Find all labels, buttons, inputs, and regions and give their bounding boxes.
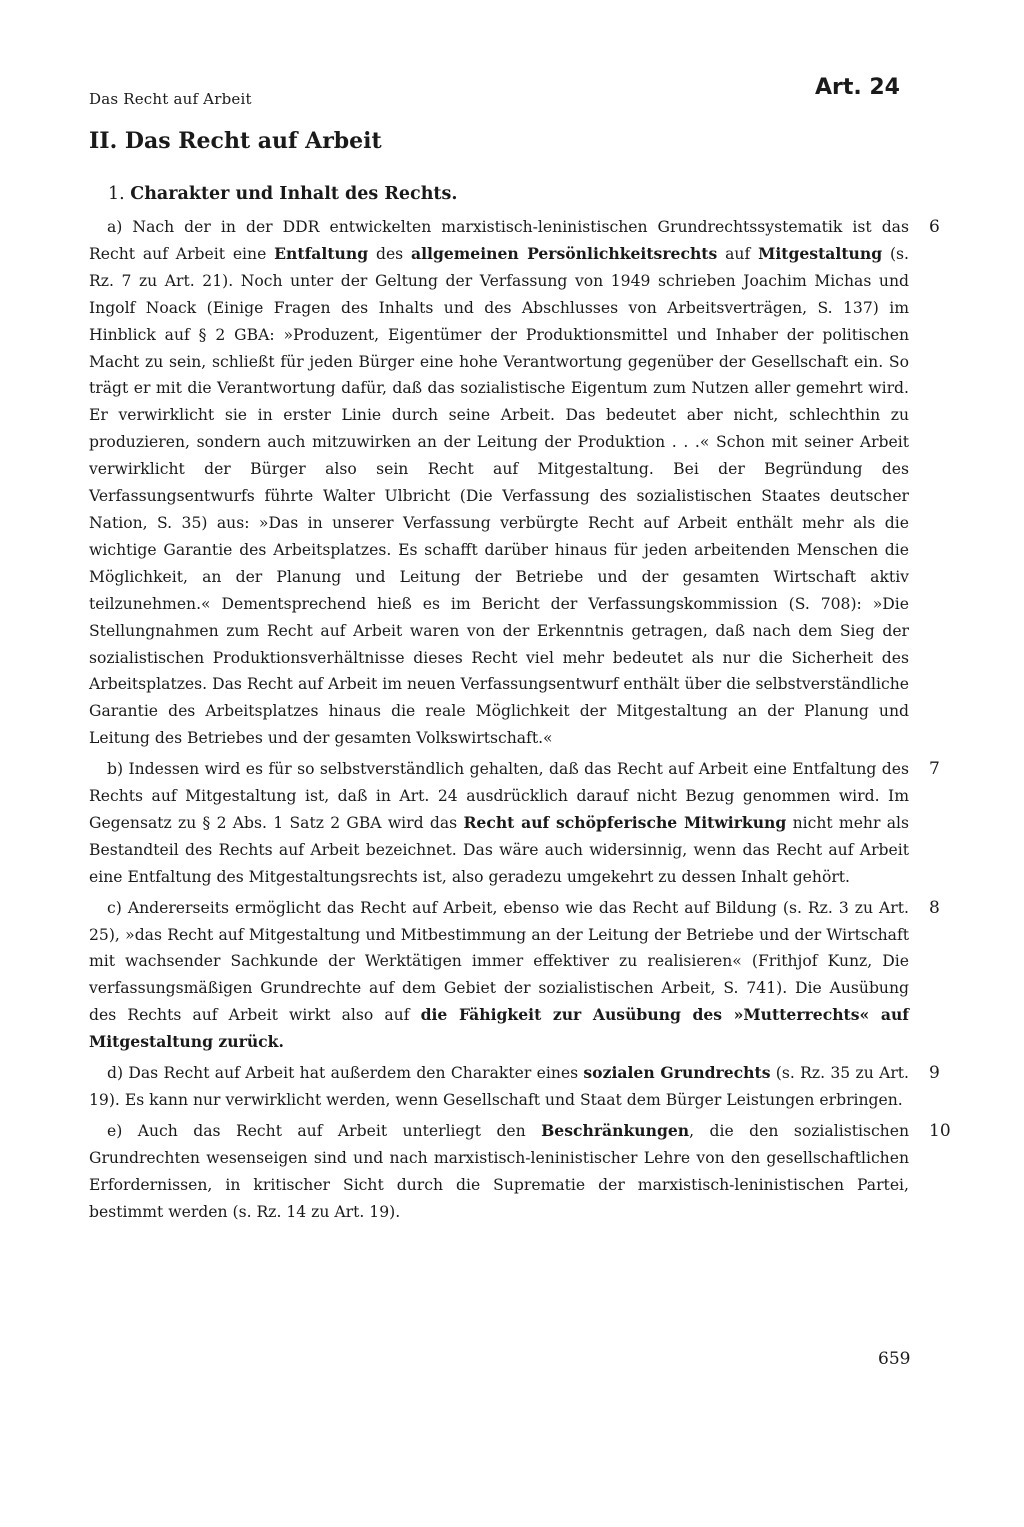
paragraph (89, 214, 940, 752)
margin-number: 7 (929, 759, 940, 780)
emphasis-text: Entfaltung (274, 243, 369, 263)
paragraph-text: d) Das Recht auf Arbeit hat außerdem den Charakter eines (107, 1064, 584, 1083)
paragraph-text: a) Nach der in der DDR entwickelten marxistisch-leninistischen Grundrechtssystematik ist das Recht auf Arbeit eine (89, 218, 909, 263)
emphasis-text: Recht auf schöpferische Mitwirkung (463, 812, 787, 832)
paragraph-text: nicht mehr als Bestandteil des Rechts auf Arbeit bezeichnet. Das wäre auch widersinnig, wenn das Recht auf Arbeit eine Entfaltung des Mitgestaltungsrechts ist, also geradezu umgekehrt zu dessen Inhalt gehört. (89, 813, 909, 886)
paragraph-text: des (368, 244, 412, 263)
page-number: 659 (878, 1349, 911, 1369)
running-head: Das Recht auf Arbeit (89, 90, 252, 108)
emphasis-text: sozialen Grundrechts (583, 1063, 771, 1083)
margin-number: 6 (929, 217, 940, 237)
margin-number: 8 (929, 897, 940, 918)
paragraph (89, 1060, 940, 1114)
paragraph-text: c) Andererseits ermöglicht das Recht auf Arbeit, ebenso wie das Recht auf Bildung (s. Rz. 3 zu Art. 25), »das Recht auf Mitgestaltung und Mitbestimmung an der Leitung der Betriebe und der Wirtschaft mit wachsender Sachkunde der Werktätigen immer effektiver zu realisieren« (Frithjof Kunz, Die verfassungsmäßigen Grundrechte auf dem Gebiet der sozialistischen Arbeit, S. 741). Die Ausübung des Rechts auf Arbeit wirkt also auf (89, 898, 909, 1025)
paragraph (89, 895, 940, 1056)
paragraph-text: auf (717, 244, 759, 263)
emphasis-text: allgemeinen Persönlichkeitsrechts (411, 243, 718, 263)
margin-number: 9 (929, 1063, 940, 1084)
paragraph-text: (s. Rz. 7 zu Art. 21). Noch unter der Geltung der Verfassung von 1949 schrieben Joachim Michas und Ingolf Noack (Einige Fragen des Inhalts und des Abschlusses von Arbeitsverträgen, S. 137) im Hinblick auf § 2 GBA: »Produzent, Eigentümer der Produktionsmittel und Inhaber der politischen Macht zu sein, schließt für jeden Bürger eine hohe Verantwortung gegenüber der Gesellschaft ein. So trägt er mit die Verantwortung dafür, daß das sozialistische Eigentum zum Nutzen aller gemehrt wird. Er verwirklicht sie in erster Linie durch seine Arbeit. Das bedeutet aber nicht, schlechthin zu produzieren, sondern auch mitzuwirken an der Leitung der Produktion . . .« Schon mit seiner Arbeit verwirklicht der Bürger also sein Recht auf Mitgestaltung. Bei der Begründung des Verfassungsentwurfs führte Walter Ulbricht (Die Verfassung des sozialistischen Staates deutscher Nation, S. 35) aus: »Das in unserer Verfassung verbürgte Recht auf Arbeit enthält mehr als die wichtige Garantie des Arbeitsplatzes. Es schafft darüber hinaus für jeden arbeitenden Menschen die Möglichkeit, an der Planung und Leitung der Betriebe und der gesamten Wirtschaft aktiv teilzunehmen.« Dementsprechend hieß es im Bericht der Verfassungskommission (S. 708): »Die Stellungnahmen zum Recht auf Arbeit waren von der Erkenntnis getragen, daß nach dem Sieg der sozialistischen Produktionsverhältnisse dieses Recht viel mehr bedeutet als nur die Sicherheit des Arbeitsplatzes. Das Recht auf Arbeit im neuen Verfassungsentwurf enthält über die selbstverständliche Garantie des Arbeitsplatzes hinaus die reale Möglichkeit der Mitgestaltung an der Planung und Leitung des Betriebes und der gesamten Volkswirtschaft.« (89, 244, 909, 748)
article-label: Art. 24 (814, 75, 900, 100)
paragraph-text: (s. Rz. 35 zu Art. 19). Es kann nur verwirklicht werden, wenn Gesellschaft und Staat dem Bürger Leistungen erbringen. (89, 1064, 910, 1109)
paragraph (89, 756, 940, 891)
subsection-number: 1. (108, 184, 125, 204)
paragraph (89, 1118, 951, 1226)
margin-number: 10 (929, 1120, 951, 1141)
paragraph-text: b) Indessen wird es für so selbstverständlich gehalten, daß das Recht auf Arbeit eine Entfaltung des Rechts auf Mitgestaltung ist, daß in Art. 24 ausdrücklich darauf nicht Bezug genommen wird. Im Gegensatz zu § 2 Abs. 1 Satz 2 GBA wird das (89, 760, 909, 832)
subsection-heading (108, 184, 457, 204)
emphasis-text: Beschränkungen (541, 1120, 690, 1140)
body-text (89, 214, 951, 1230)
emphasis-text: die Fähigkeit zur Ausübung des »Mutterrechts« auf Mitgestaltung zurück. (89, 1005, 909, 1052)
subsection-title: Charakter und Inhalt des Rechts. (130, 184, 458, 204)
section-title: II. Das Recht auf Arbeit (89, 128, 382, 154)
emphasis-text: Mitgestaltung (758, 243, 883, 263)
paragraph-text: e) Auch das Recht auf Arbeit unterliegt den (107, 1121, 542, 1140)
paragraph-text: , die den sozialistischen Grundrechten wesenseigen sind und nach marxistisch-leninistischer Lehre von den gesellschaftlichen Erfordernissen, in kritischer Sicht durch die Suprematie der marxistisch-leninistischen Partei, bestimmt werden (s. Rz. 14 zu Art. 19). (89, 1121, 909, 1221)
